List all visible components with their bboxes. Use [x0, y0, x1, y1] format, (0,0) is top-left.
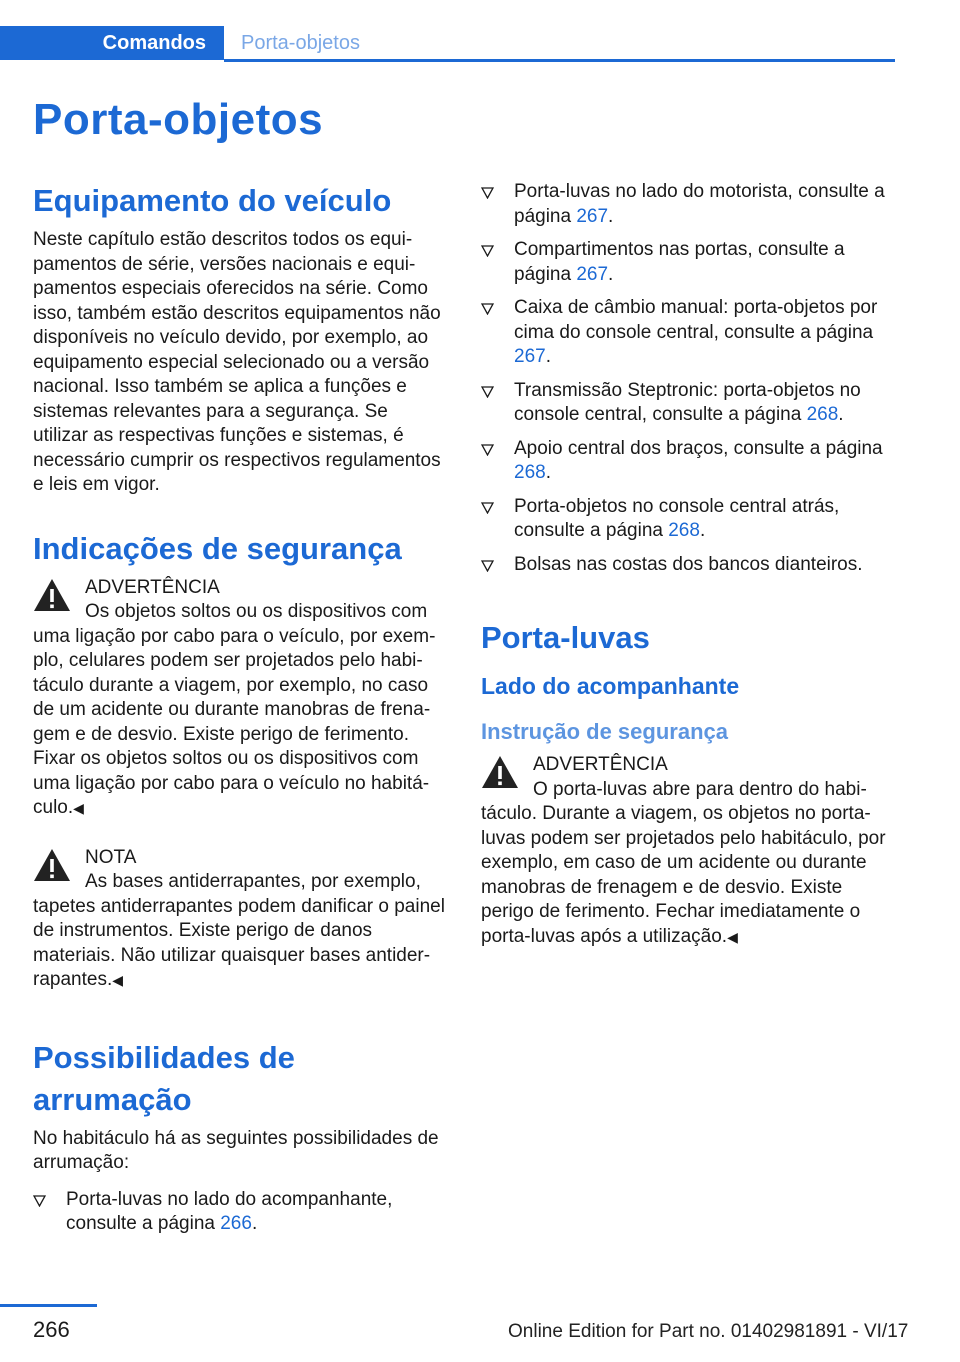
bullet-triangle-icon	[33, 1195, 46, 1207]
header-rule	[224, 59, 895, 62]
warning-triangle-icon	[33, 848, 71, 882]
page-number: 266	[33, 1317, 70, 1342]
warning-text: Os objetos soltos ou os dispositivos com uma ligação por cabo para o veículo, por exemplo, celulares podem ser projetados pelo habitáculo durante a viagem, por exemplo, no caso de um acidente ou durante manobras de frenagem e de desvio. Existe perigo de ferimento. Fixar os objetos soltos ou os dispositivos com uma ligação por cabo para o veículo no habitáculo.	[33, 601, 436, 818]
end-mark: ◀	[112, 972, 124, 988]
bullet-triangle-icon	[481, 245, 494, 257]
bullet-triangle-icon	[481, 303, 494, 315]
glovebox-heading: Porta-luvas	[481, 620, 650, 655]
page-link[interactable]: 267	[576, 205, 609, 227]
list-item: Compartimentos nas portas, consulte a página 267.	[481, 238, 896, 287]
page-link[interactable]: 268	[514, 462, 546, 483]
storage-list	[33, 1188, 448, 1237]
bullet-triangle-icon	[481, 187, 494, 199]
bullet-triangle-icon	[481, 386, 494, 398]
passenger-heading: Lado do acompanhante	[481, 673, 740, 699]
end-mark: ◀	[73, 800, 84, 816]
bullet-triangle-icon	[481, 444, 494, 456]
page-link[interactable]: 268	[668, 520, 700, 541]
warning-text: O porta-luvas abre para dentro do habitáculo. Durante a viagem, os objetos no porta-luvas podem ser projetados pelo habitáculo, por exemplo, em caso de um acidente ou durante manobras de frenagem e de desvio. Existe perigo de ferimento. Fechar imediatamente o porta-luvas após a utilização.	[481, 778, 886, 947]
list-item: Bolsas nas costas dos bancos dianteiros.	[481, 553, 896, 578]
left-column	[33, 180, 448, 1246]
page-link[interactable]: 268	[806, 404, 839, 425]
breadcrumb[interactable]: Porta-objetos	[241, 32, 360, 54]
bullet-triangle-icon	[481, 560, 494, 572]
page-header	[0, 26, 895, 62]
edition-note: Online Edition for Part no. 01402981891 - VI/17	[508, 1321, 909, 1342]
warning-triangle-icon	[481, 755, 519, 789]
page-link[interactable]: 267	[514, 346, 546, 367]
warning-block	[33, 576, 448, 821]
note-text: As bases antiderrapantes, por exemplo, tapetes antiderrapantes podem danificar o painel de instrumentos. Existe perigo de danos materiais. Não utilizar quaisquer bases antiderrapantes.	[33, 871, 445, 990]
list-item: Porta-luvas no lado do motorista, consulte a página 267.	[481, 180, 896, 229]
equipment-heading: Equipamento do veículo	[33, 183, 392, 218]
right-column	[481, 180, 896, 949]
footer-rule	[0, 1304, 97, 1307]
page-title: Porta-objetos	[33, 95, 324, 144]
end-mark: ◀	[727, 928, 738, 945]
list-item: Porta-luvas no lado do acompanhante, consulte a página 266.	[33, 1188, 448, 1237]
list-item: Apoio central dos braços, consulte a página 268.	[481, 437, 896, 486]
note-label: NOTA	[85, 846, 137, 868]
list-item: Caixa de câmbio manual: porta-objetos por cima do console central, consulte a página 267.	[481, 296, 896, 370]
storage-list-cont	[481, 180, 896, 577]
note-block	[33, 846, 448, 993]
safety-heading: Indicações de segurança	[33, 530, 402, 566]
page-link[interactable]: 266	[220, 1213, 252, 1234]
bullet-triangle-icon	[481, 502, 494, 514]
warning-block	[481, 753, 896, 949]
list-item: Transmissão Steptronic: porta-objetos no console central, consulte a página 268.	[481, 379, 896, 428]
equipment-text: Neste capítulo estão descritos todos os equipamentos de série, versões nacionais e equipamentos especiais oferecidos na série. Como isso, também estão descritos equipamentos não disponíveis no veículo devido, por exemplo, ao equipamento especial selecionado ou a versão nacional. Isso também se aplica a funções e sistemas relevantes para a segurança. Se utilizar as respectivas funções e sistemas, é necessário cumprir os respectivos regulamentos e leis em vigor.	[33, 229, 441, 495]
page-link[interactable]: 267	[576, 263, 609, 285]
warning-triangle-icon	[33, 578, 71, 612]
warning-label: ADVERTÊNCIA	[533, 754, 668, 775]
storage-heading: Possibilidades de arrumação	[33, 1039, 295, 1117]
section-tab[interactable]: Comandos	[0, 26, 224, 60]
list-item: Porta-objetos no console central atrás, consulte a página 268.	[481, 495, 896, 544]
warning-label: ADVERTÊNCIA	[85, 576, 220, 598]
instruction-heading: Instrução de segurança	[481, 719, 728, 744]
storage-text: No habitáculo há as seguintes possibilidades de arrumação:	[33, 1127, 439, 1173]
